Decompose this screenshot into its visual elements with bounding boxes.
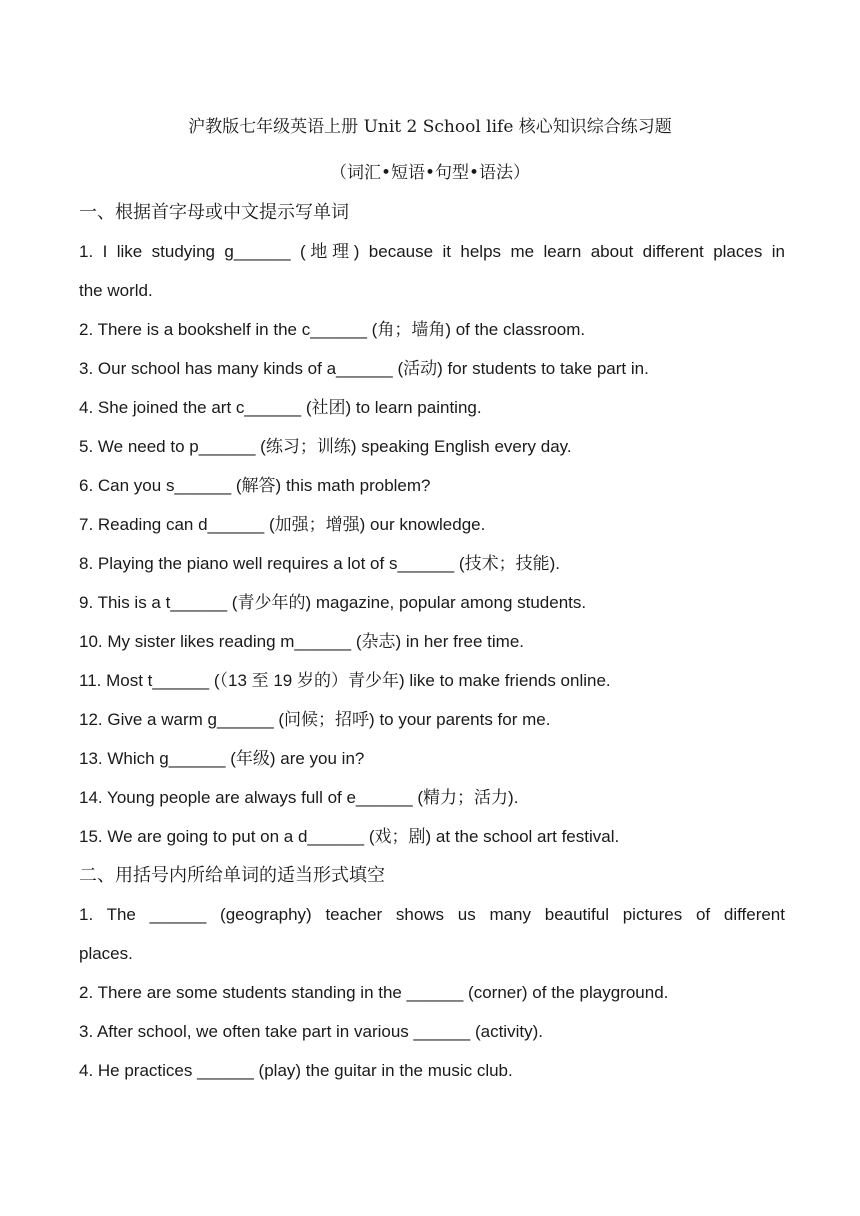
question-line: places. <box>79 944 133 963</box>
question-line: 2. There are some students standing in the ______ (corner) of the playground. <box>79 983 669 1002</box>
question-line: the world. <box>79 281 153 300</box>
question-line: 13. Which g______ (年级) are you in? <box>79 749 365 768</box>
question-line: 7. Reading can d______ (加强；增强) our knowledge. <box>79 515 486 534</box>
question-line: 6. Can you s______ (解答) this math problem? <box>79 476 431 495</box>
question-line: 1. The ______ (geography) teacher shows us many beautiful pictures of different <box>79 905 785 924</box>
section-2-heading: 二、用括号内所给单词的适当形式填空 <box>79 865 385 886</box>
question-line: 1. I like studying g______ (地理) because it helps me learn about different places in <box>79 242 785 261</box>
question-line: 14. Young people are always full of e______ (精力；活力). <box>79 788 519 807</box>
question-line: 15. We are going to put on a d______ (戏；剧) at the school art festival. <box>79 827 620 846</box>
question-line: 8. Playing the piano well requires a lot of s______ (技术；技能). <box>79 554 560 573</box>
question-line: 4. She joined the art c______ (社团) to learn painting. <box>79 398 482 417</box>
document-title: 沪教版七年级英语上册 Unit 2 School life 核心知识综合练习题 <box>188 117 672 137</box>
document-subtitle: （词汇•短语•句型•语法） <box>329 163 531 183</box>
question-line: 5. We need to p______ (练习；训练) speaking English every day. <box>79 437 572 456</box>
worksheet-content <box>79 193 785 1090</box>
question-line: 2. There is a bookshelf in the c______ (角；墙角) of the classroom. <box>79 320 586 339</box>
question-line: 3. Our school has many kinds of a______ (活动) for students to take part in. <box>79 359 649 378</box>
question-line: 12. Give a warm g______ (问候；招呼) to your parents for me. <box>79 710 551 729</box>
question-line: 3. After school, we often take part in various ______ (activity). <box>79 1022 543 1041</box>
question-line: 4. He practices ______ (play) the guitar in the music club. <box>79 1061 513 1080</box>
question-line: 11. Most t______ (（13 至 19 岁的）青少年) like to make friends online. <box>79 671 611 690</box>
section-1-heading: 一、根据首字母或中文提示写单词 <box>79 202 349 223</box>
question-line: 9. This is a t______ (青少年的) magazine, popular among students. <box>79 593 587 612</box>
question-line: 10. My sister likes reading m______ (杂志) in her free time. <box>79 632 525 651</box>
